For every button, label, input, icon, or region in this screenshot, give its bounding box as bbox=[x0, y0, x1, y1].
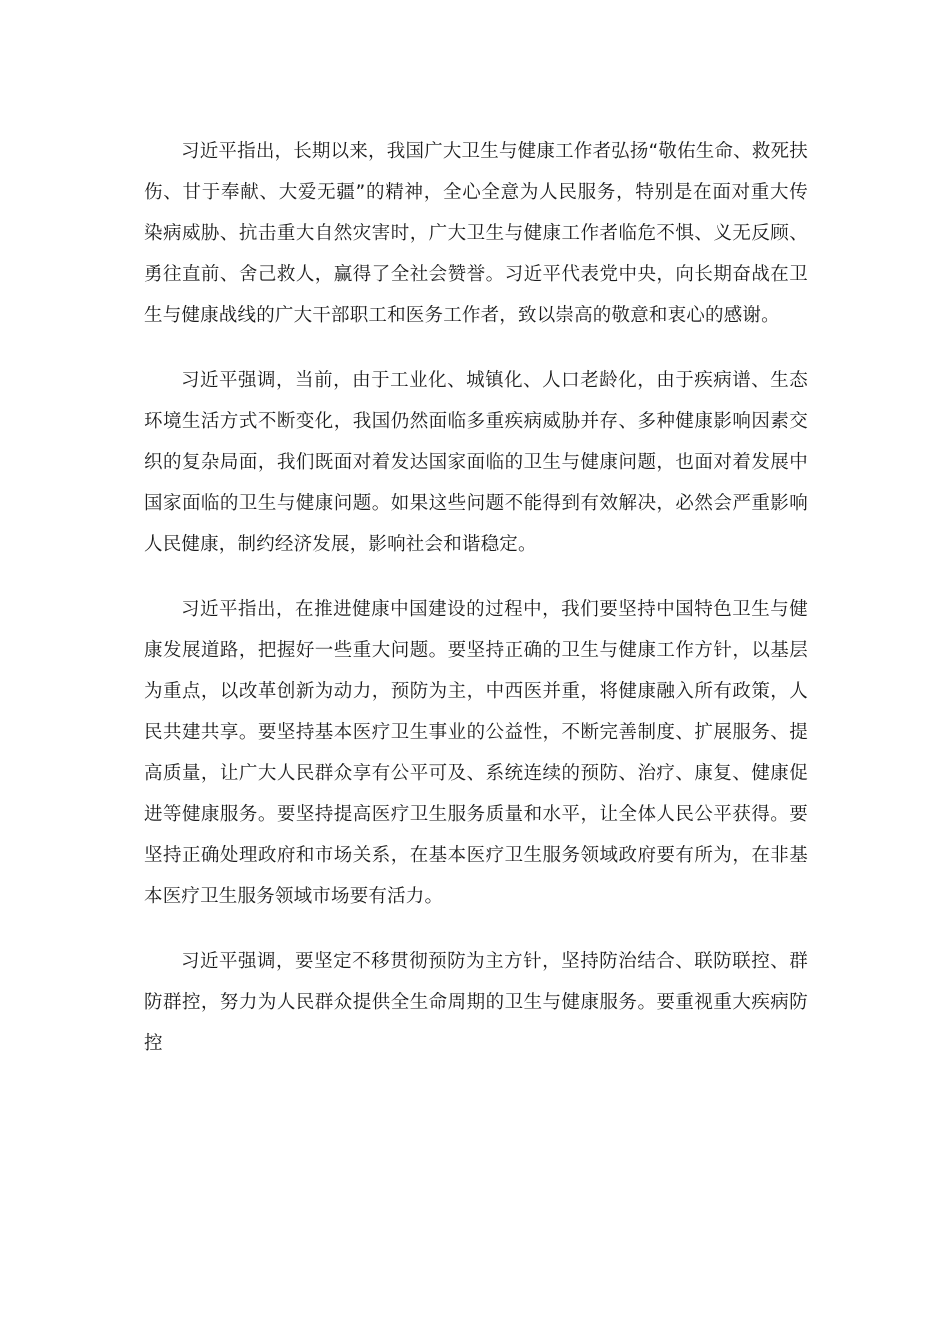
paragraph-1: 习近平指出，长期以来，我国广大卫生与健康工作者弘扬“敬佑生命、救死扶伤、甘于奉献、大爱无疆”的精神，全心全意为人民服务，特别是在面对重大传染病威胁、抗击重大自然灾害时，广大卫生与健康工作者临危不惧、义无反顾、勇往直前、舍己救人，赢得了全社会赞誉。习近平代表党中央，向长期奋战在卫生与健康战线的广大干部职工和医务工作者，致以崇高的敬意和衷心的感谢。 bbox=[144, 141, 808, 326]
paragraph-4: 习近平强调，要坚定不移贯彻预防为主方针，坚持防治结合、联防联控、群防群控，努力为人民群众提供全生命周期的卫生与健康服务。要重视重大疾病防控 bbox=[144, 951, 808, 1054]
paragraph-2: 习近平强调，当前，由于工业化、城镇化、人口老龄化，由于疾病谱、生态环境生活方式不断变化，我国仍然面临多重疾病威胁并存、多种健康影响因素交织的复杂局面，我们既面对着发达国家面临的卫生与健康问题，也面对着发展中国家面临的卫生与健康问题。如果这些问题不能得到有效解决，必然会严重影响人民健康，制约经济发展，影响社会和谐稳定。 bbox=[144, 370, 808, 555]
paragraph-3: 习近平指出，在推进健康中国建设的过程中，我们要坚持中国特色卫生与健康发展道路，把握好一些重大问题。要坚持正确的卫生与健康工作方针，以基层为重点，以改革创新为动力，预防为主，中西医并重，将健康融入所有政策，人民共建共享。要坚持基本医疗卫生事业的公益性，不断完善制度、扩展服务、提高质量，让广大人民群众享有公平可及、系统连续的预防、治疗、康复、健康促进等健康服务。要坚持提高医疗卫生服务质量和水平，让全体人民公平获得。要坚持正确处理政府和市场关系，在基本医疗卫生服务领域政府要有所为，在非基本医疗卫生服务领域市场要有活力。 bbox=[144, 599, 808, 907]
document-body bbox=[144, 131, 808, 1064]
